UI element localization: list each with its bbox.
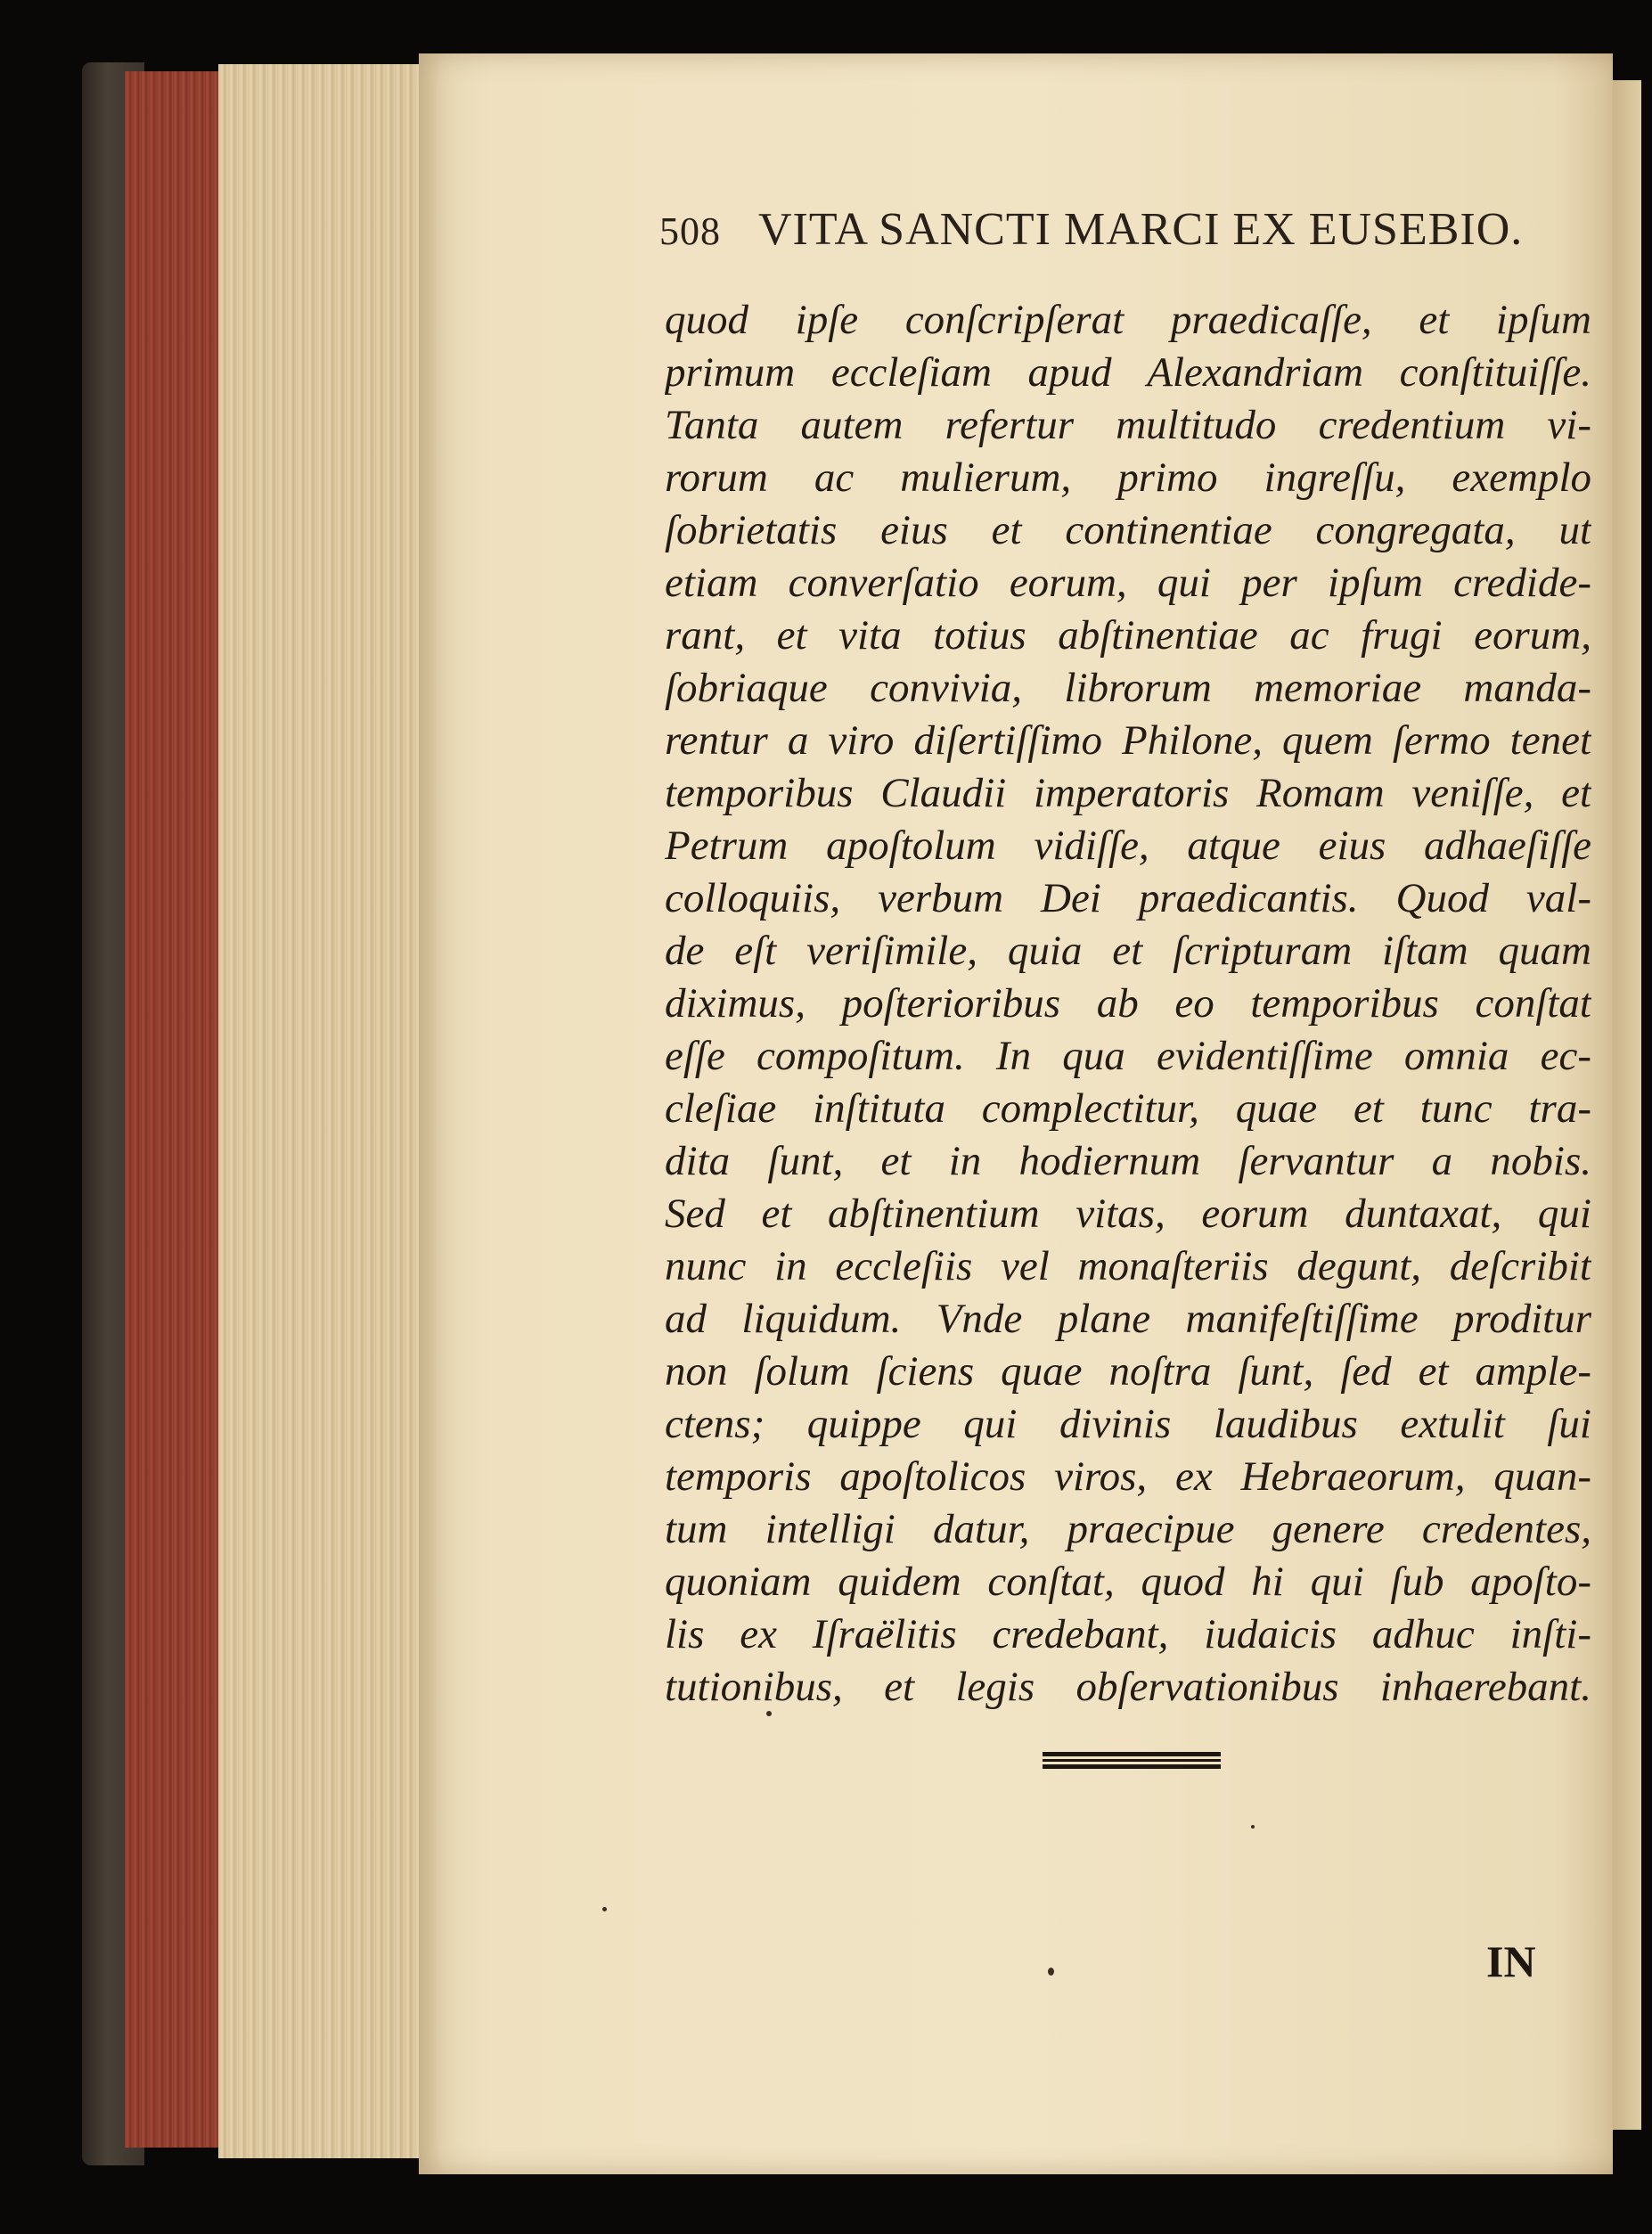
text-line: quod ipſe conſcripſerat praedicaſſe, et ipſum [665, 297, 1591, 343]
rule-bar [1043, 1752, 1221, 1756]
catchword: IN [1486, 1936, 1536, 1986]
text-line: nunc in eccleſiis vel monaſteriis degunt, deſcribit [665, 1243, 1591, 1289]
text-line: de eſt veriſimile, quia et ſcripturam iſtam quam [665, 928, 1591, 974]
text-line: ctens; quippe qui divinis laudibus extulit ſui [665, 1401, 1591, 1447]
text-line: temporis apoſtolicos viros, ex Hebraeorum, quan- [665, 1453, 1591, 1500]
text-line: Sed et abſtinentium vitas, eorum duntaxat, qui [665, 1191, 1591, 1237]
ink-speck [1251, 1825, 1255, 1829]
text-line: Petrum apoſtolum vidiſſe, atque eius adhaeſiſſe [665, 822, 1591, 869]
text-line: rorum ac mulierum, primo ingreſſu, exemplo [665, 454, 1591, 501]
running-title: VITA SANCTI MARCI EX EUSEBIO. [758, 204, 1524, 255]
ornamental-rule [1043, 1752, 1221, 1772]
text-line: ſobrietatis eius et continentiae congregata, ut [665, 507, 1591, 553]
text-line: temporibus Claudii imperatoris Romam veniſſe, et [665, 770, 1591, 816]
text-line: quoniam quidem conſtat, quod hi qui ſub apoſto- [665, 1559, 1591, 1605]
ink-speck [602, 1907, 607, 1911]
body-text [665, 294, 1591, 1714]
running-head [659, 203, 1550, 266]
text-line: ſobriaque convivia, librorum memoriae manda- [665, 665, 1591, 711]
text-line: tutionibus, et legis obſervationibus inhaerebant. [665, 1664, 1591, 1710]
ink-speck [1048, 1968, 1054, 1976]
text-line: rant, et vita totius abſtinentiae ac frugi eorum, [665, 612, 1591, 659]
rule-bar [1043, 1759, 1221, 1762]
text-line: primum eccleſiam apud Alexandriam conſtituiſſe. [665, 349, 1591, 396]
text-line: colloquiis, verbum Dei praedicantis. Quod val- [665, 875, 1591, 921]
page-number: 508 [659, 209, 721, 253]
text-line: Tanta autem refertur multitudo credentium vi- [665, 402, 1591, 448]
text-line: etiam converſatio eorum, qui per ipſum credide- [665, 560, 1591, 606]
text-line: cleſiae inſtituta complectitur, quae et tunc tra- [665, 1085, 1591, 1132]
next-page-edge [1611, 80, 1641, 2130]
text-line: dita ſunt, et in hodiernum ſervantur a nobis. [665, 1138, 1591, 1184]
text-line: rentur a viro diſertiſſimo Philone, quem ſermo tenet [665, 717, 1591, 764]
text-line: eſſe compoſitum. In qua evidentiſſime omnia ec- [665, 1033, 1591, 1079]
text-line: tum intelligi datur, praecipue genere credentes, [665, 1506, 1591, 1552]
text-line: non ſolum ſciens quae noſtra ſunt, ſed et ample- [665, 1348, 1591, 1395]
rule-bar [1043, 1764, 1221, 1769]
page-stack-edges [218, 64, 437, 2158]
text-line: ad liquidum. Vnde plane manifeſtiſſime proditur [665, 1296, 1591, 1342]
red-page-edges [125, 71, 223, 2148]
ink-speck [766, 1711, 772, 1716]
text-line: lis ex Iſraëlitis credebant, iudaicis adhuc inſti- [665, 1611, 1591, 1657]
text-line: diximus, poſterioribus ab eo temporibus conſtat [665, 980, 1591, 1027]
